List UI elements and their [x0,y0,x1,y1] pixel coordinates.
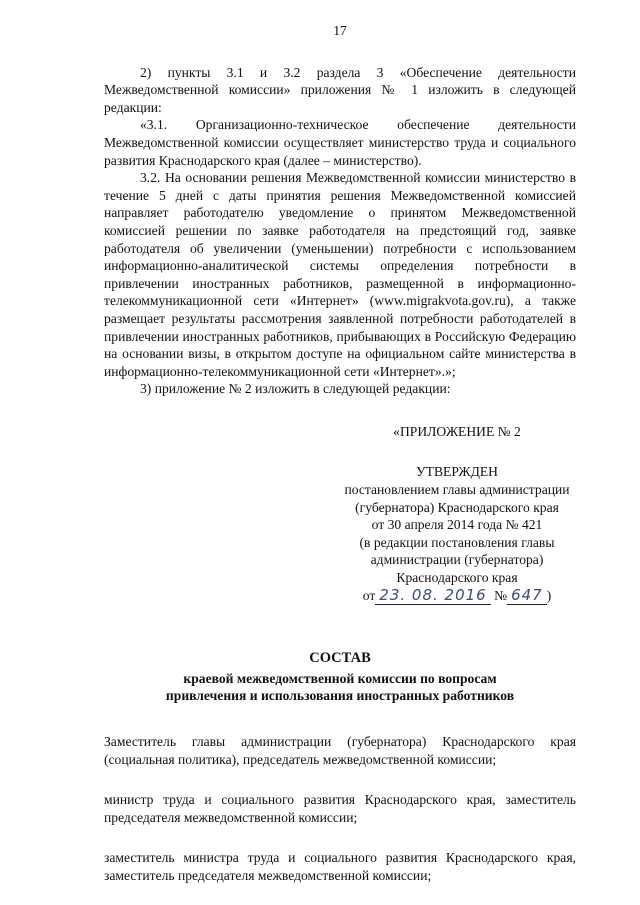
member-item-2: министр труда и социального развития Краснодарского края, заместитель председателя межведомственной комиссии; [104,792,576,825]
approved-label: УТВЕРЖДЕН [416,464,498,480]
from-label: от [362,587,376,603]
appendix-approval-block [332,423,582,604]
paragraph-item-2: 2) пункты 3.1 и 3.2 раздела 3 «Обеспечение деятельности Межведомственной комиссии» приложения № 1 изложить в следующей редакции: [104,64,576,115]
paragraph-item-3-1: «3.1. Организационно-техническое обеспечение деятельности Межведомственной комиссии осуществляет министерство труда и социального развития Краснодарского края (далее – министерство). [104,117,576,168]
handwritten-number: 647 [507,586,547,605]
member-item-1: Заместитель главы администрации (губернатора) Краснодарского края (социальная политика), председатель межведомственной комиссии; [104,734,576,767]
approval-line-6: Краснодарского края [396,570,518,586]
handwritten-date: 23. 08. 2016 [375,586,490,605]
heading-subtitle-1: краевой межведомственной комиссии по вопросам [183,670,497,686]
paragraph-item-3-2: 3.2. На основании решения Межведомственной комиссии министерство в течение 5 дней с даты принятия решения Межведомственной комиссией направляет работодателю уведомление о принятом Межведомственной комиссией решении по заявке работодателя на предстоящий год, заявке работодателя об увеличении (уменьшении) потребности с использованием информационно-аналитической системы определения потребности в привлечении иностранных работников, размещенной в информационно-телекоммуникационной сети «Интернет» (www.migrakvota.gov.ru), а также размещает результаты рассмотрения заявленной потребности работодателей в привлечении иностранных работников, прибывающих в Российскую Федерацию на основании визы, в открытом доступе на официальном сайте министерства в информационно-телекоммуникационной сети «Интернет».»; [104,170,576,379]
appendix-title: «ПРИЛОЖЕНИЕ № 2 [393,423,521,439]
page-number: 17 [333,23,347,38]
approval-line-2: (губернатора) Краснодарского края [355,499,559,515]
composition-heading [104,650,576,705]
approval-line-1: постановлением главы администрации [344,482,570,498]
approval-line-5: администрации (губернатора) [370,552,544,568]
approval-line-4: (в редакции постановления главы [359,534,555,550]
paragraph-item-3: 3) приложение № 2 изложить в следующей редакции: [140,381,451,397]
heading-subtitle-2: привлечения и использования иностранных работников [165,688,515,704]
closing-paren: ) [546,587,552,603]
heading-title: СОСТАВ [309,650,371,667]
members-list [104,733,576,885]
member-item-3: заместитель министра труда и социального развития Краснодарского края, заместитель председателя межведомственной комиссии; [104,850,576,883]
number-label: № [494,587,508,603]
approval-line-3: от 30 апреля 2014 года № 421 [371,517,543,533]
approval-date-line [332,587,582,605]
